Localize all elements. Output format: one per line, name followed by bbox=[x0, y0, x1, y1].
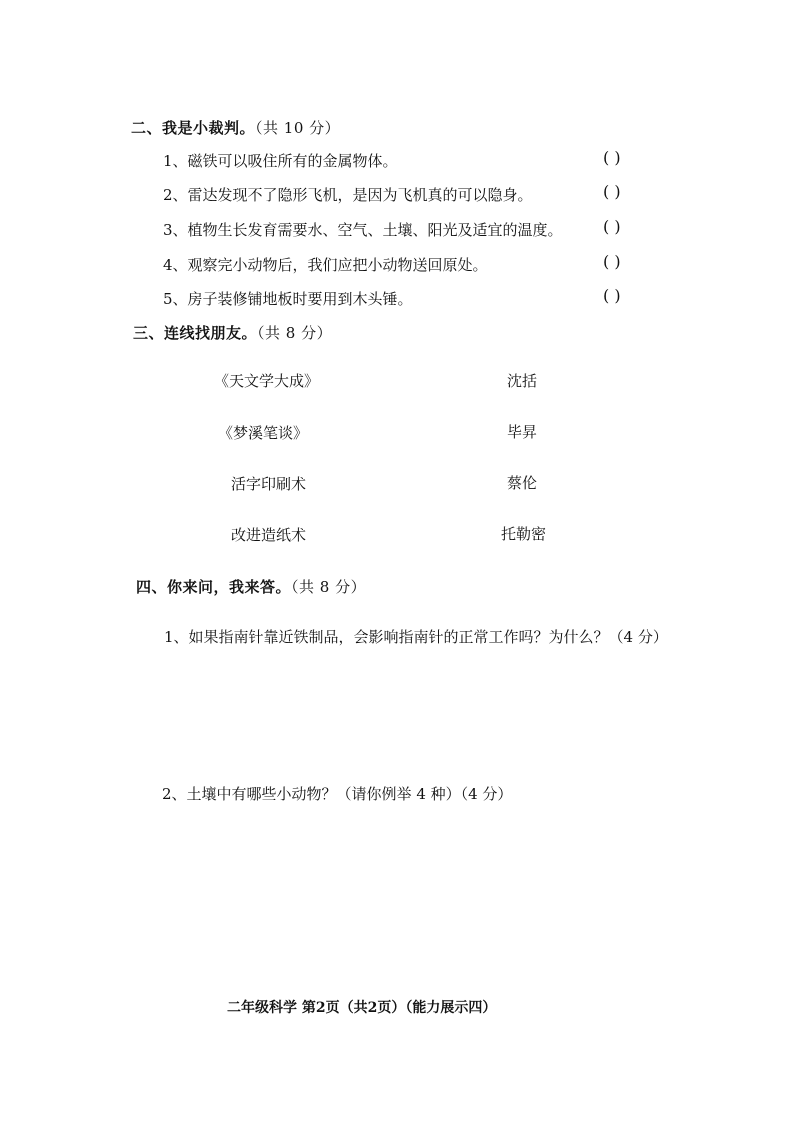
judge-answer-4[interactable]: ( ) bbox=[603, 252, 621, 271]
answer-area-2[interactable] bbox=[162, 812, 662, 972]
section-4-score: （共 8 分） bbox=[291, 578, 367, 596]
match-right-2[interactable]: 毕昇 bbox=[507, 423, 538, 441]
judge-answer-3[interactable]: ( ) bbox=[603, 217, 621, 236]
judge-item-2: 2、雷达发现不了隐形飞机，是因为飞机真的可以隐身。 bbox=[163, 186, 533, 204]
judge-item-4: 4、观察完小动物后，我们应把小动物送回原处。 bbox=[163, 256, 488, 274]
match-right-3[interactable]: 蔡伦 bbox=[507, 474, 538, 492]
page-footer: 二年级科学 第2页（共2页）（能力展示四） bbox=[227, 1000, 497, 1016]
section-4-heading bbox=[136, 576, 366, 597]
question-1: 1、如果指南针靠近铁制品，会影响指南针的正常工作吗？为什么？（4 分） bbox=[164, 628, 668, 646]
section-3-score: （共 8 分） bbox=[257, 324, 333, 342]
section-2-score: （共 10 分） bbox=[255, 119, 341, 137]
match-right-1[interactable]: 沈括 bbox=[507, 372, 538, 390]
judge-answer-2[interactable]: ( ) bbox=[603, 182, 621, 201]
match-left-3[interactable]: 活字印刷术 bbox=[231, 475, 307, 493]
match-left-4[interactable]: 改进造纸术 bbox=[231, 526, 307, 544]
section-3-title: 三、连线找朋友。 bbox=[133, 324, 258, 342]
judge-answer-1[interactable]: ( ) bbox=[603, 148, 621, 167]
judge-item-1: 1、磁铁可以吸住所有的金属物体。 bbox=[163, 152, 398, 170]
section-2-title: 二、我是小裁判。 bbox=[131, 119, 256, 137]
section-4-title: 四、你来问，我来答。 bbox=[136, 578, 292, 596]
section-3-heading bbox=[133, 322, 332, 343]
question-2: 2、土壤中有哪些小动物？（请你例举 4 种）（4 分） bbox=[162, 785, 513, 803]
answer-area-1[interactable] bbox=[164, 655, 664, 765]
judge-item-5: 5、房子装修铺地板时要用到木头锤。 bbox=[163, 290, 413, 308]
judge-item-3: 3、植物生长发育需要水、空气、土壤、阳光及适宜的温度。 bbox=[163, 221, 563, 239]
judge-answer-5[interactable]: ( ) bbox=[603, 286, 621, 305]
match-left-1[interactable]: 《天文学大成》 bbox=[214, 372, 320, 390]
section-2-heading bbox=[131, 117, 340, 138]
match-left-2[interactable]: 《梦溪笔谈》 bbox=[218, 424, 309, 442]
match-right-4[interactable]: 托勒密 bbox=[501, 525, 547, 543]
